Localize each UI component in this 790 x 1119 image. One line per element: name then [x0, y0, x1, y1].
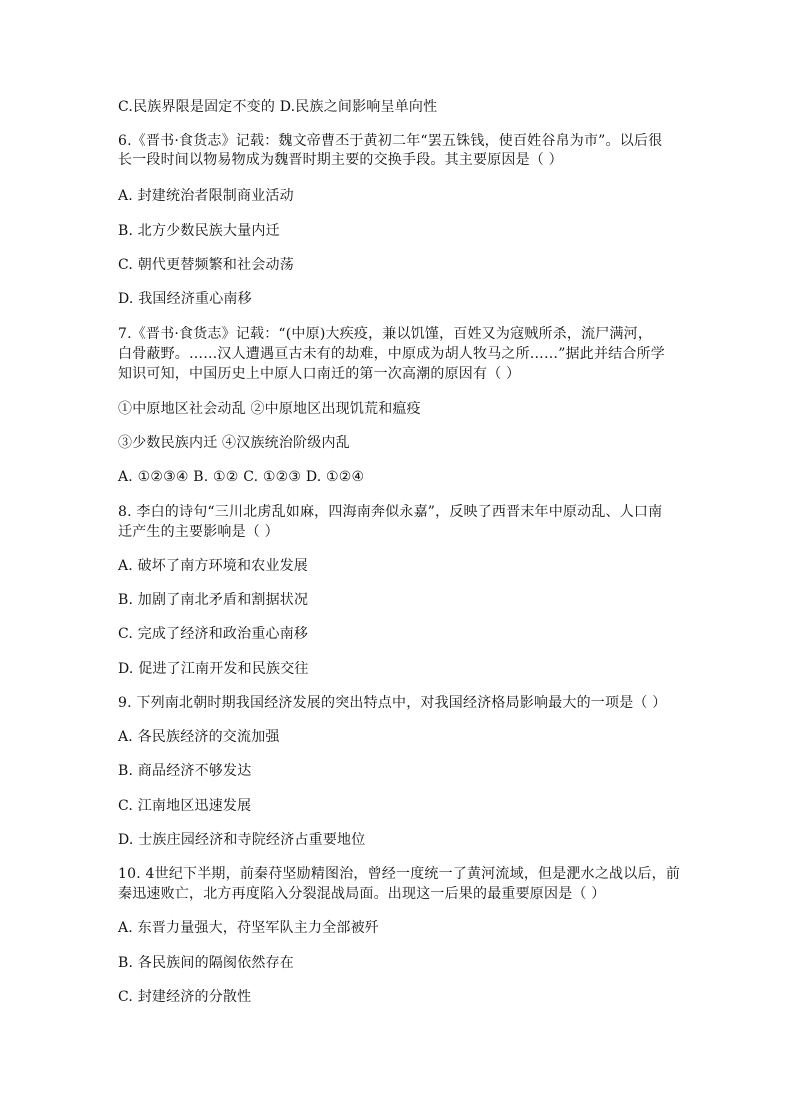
q8-stem-line2: 迁产生的主要影响是（ ）: [118, 524, 279, 540]
q9-stem: 9. 下列南北朝时期我国经济发展的突出特点中，对我国经济格局影响最大的一项是（ ）: [118, 695, 667, 711]
q10-option-a: A. 东晋力量强大，苻坚军队主力全部被歼: [118, 920, 380, 936]
q6-stem-line1: 6.《晋书·食货志》记载：魏文帝曹丕于黄初二年“罢五铢钱，使百姓谷帛为市”。以后很: [118, 133, 663, 149]
q6-option-b: B. 北方少数民族大量内迁: [118, 223, 280, 239]
q7-stem-line1: 7.《晋书·食货志》记载：“(中原)大疾疫，兼以饥馑，百姓又为寇贼所杀，流尸满河，: [118, 326, 653, 342]
q8-option-b: B. 加剧了南北矛盾和割据状况: [118, 592, 309, 608]
q8-option-c: C. 完成了经济和政治重心南移: [118, 626, 309, 642]
q7-options: A. ①②③④ B. ①② C. ①②③ D. ①②④: [118, 469, 365, 485]
q9-option-c: C. 江南地区迅速发展: [118, 798, 252, 814]
q10-option-b: B. 各民族间的隔阂依然存在: [118, 955, 294, 971]
q7-statements-12: ①中原地区社会动乱 ②中原地区出现饥荒和瘟疫: [118, 401, 421, 417]
q6-option-a: A. 封建统治者限制商业活动: [118, 188, 294, 204]
q9-option-d: D. 士族庄园经济和寺院经济占重要地位: [118, 832, 366, 848]
q7-stem-line2: 白骨蔽野。……汉人遭遇亘古未有的劫难，中原成为胡人牧马之所……”据此并结合所学: [118, 346, 665, 362]
q10-stem-line2: 秦迅速败亡，北方再度陷入分裂混战局面。出现这一后果的最重要原因是（ ）: [118, 886, 606, 902]
q9-option-a: A. 各民族经济的交流加强: [118, 729, 280, 745]
q6-option-c: C. 朝代更替频繁和社会动荡: [118, 257, 294, 273]
q9-option-b: B. 商品经济不够发达: [118, 763, 252, 779]
q6-stem-line2: 长一段时间以物易物成为魏晋时期主要的交换手段。其主要原因是（ ）: [118, 152, 563, 168]
q6-option-d: D. 我国经济重心南移: [118, 291, 252, 307]
q8-option-a: A. 破坏了南方环境和农业发展: [118, 558, 309, 574]
q10-stem-line1: 10. 4世纪下半期，前秦苻坚励精图治，曾经一度统一了黄河流域，但是淝水之战以后，前: [118, 866, 681, 882]
q5-options-cd: C.民族界限是固定不变的 D.民族之间影响呈单向性: [118, 99, 438, 115]
q7-statements-34: ③少数民族内迁 ④汉族统治阶级内乱: [118, 435, 350, 451]
q7-stem-line3: 知识可知，中国历史上中原人口南迁的第一次高潮的原因有（ ）: [118, 366, 521, 382]
q10-option-c: C. 封建经济的分散性: [118, 989, 252, 1005]
q8-stem-line1: 8. 李白的诗句“三川北虏乱如麻，四海南奔似永嘉”，反映了西晋末年中原动乱、人口南: [118, 504, 663, 520]
q8-option-d: D. 促进了江南开发和民族交往: [118, 661, 309, 677]
